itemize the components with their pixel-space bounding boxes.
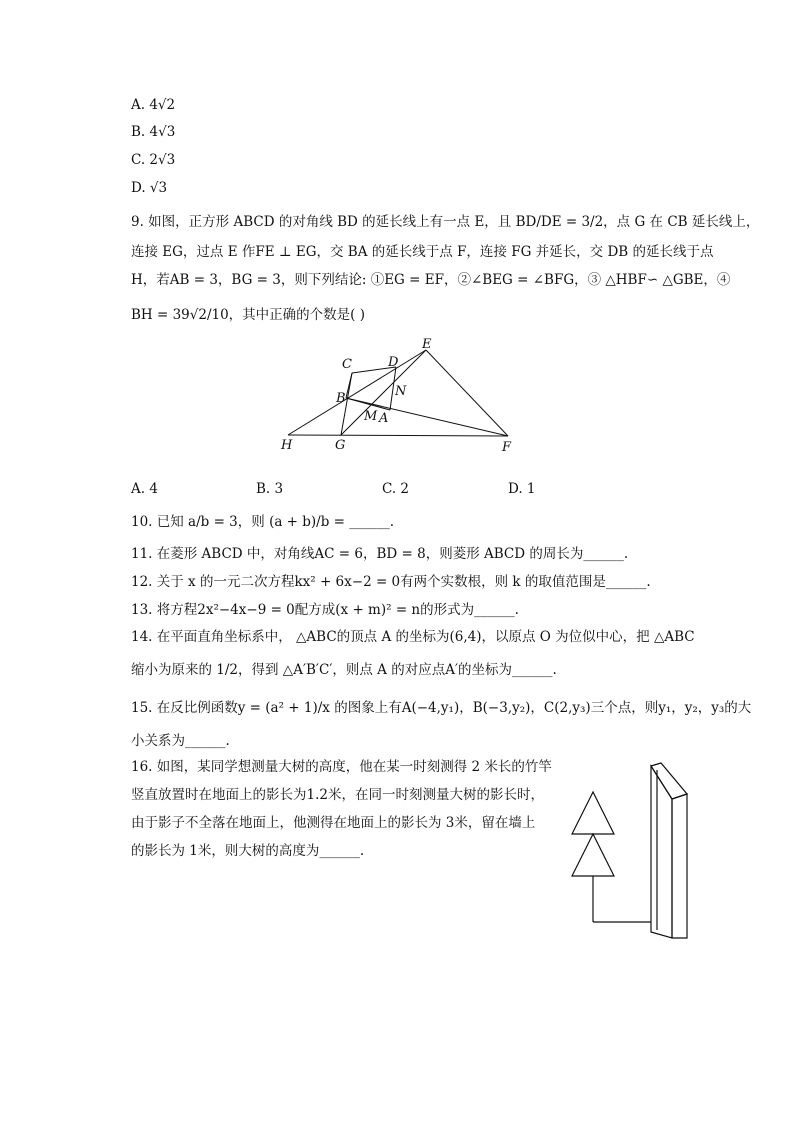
label-B: B [336, 391, 346, 406]
q9-line-2: 连接 EG，过点 E 作FE ⊥ EG，交 BA 的延长线于点 F，连接 FG 并延长，交 DB 的延长线于点 [131, 244, 714, 260]
label-F: F [502, 440, 512, 455]
q14-line-1: 14. 在平面直角坐标系中， △ABC的顶点 A 的坐标为(6,4)，以原点 O 为位似中心，把 △ABC [131, 629, 695, 645]
segment-HF [288, 435, 508, 436]
segment-EF [426, 350, 508, 436]
q12-text: 12. 关于 x 的一元二次方程kx² + 6x−2 = 0有两个实数根，则 k 的取值范围是______. [131, 574, 651, 590]
q8-option-a: A. 4√2 [131, 97, 176, 113]
label-N: N [395, 384, 407, 399]
q11-text: 11. 在菱形 ABCD 中，对角线AC = 6，BD = 8，则菱形 ABCD 的周长为______. [131, 546, 629, 562]
q9-line-1: 9. 如图，正方形 ABCD 的对角线 BD 的延长线上有一点 E，且 BD/DE = 3/2，点 G 在 CB 延长线上， [131, 214, 760, 230]
wall-front [651, 766, 672, 938]
q8-option-b: B. 4√3 [131, 124, 176, 140]
q15-line-2: 小关系为______. [131, 733, 230, 749]
label-G: G [335, 438, 346, 453]
q8-option-d: D. √3 [131, 180, 168, 196]
q13-text: 13. 将方程2x²−4x−9 = 0配方成(x + m)² = n的形式为______. [131, 602, 519, 618]
q16-line-2: 竖直放置时在地面上的影长为1.2米，在同一时刻测量大树的影长时， [131, 787, 544, 803]
q16-line-4: 的影长为 1米，则大树的高度为______. [131, 843, 365, 859]
q9-option-b: B. 3 [256, 481, 284, 497]
tree-bottom-triangle [572, 834, 614, 876]
q9-line-3: H，若AB = 3，BG = 3，则下列结论: ①EG = EF，②∠BEG = ∠BFG，③ △HBF∽ △GBE，④ [131, 272, 731, 288]
q15-line-1: 15. 在反比例函数y = (a² + 1)/x 的图象上有A(−4,y₁)，B(−3,y₂)，C(2,y₃)三个点，则y₁，y₂，y₃的大 [131, 700, 752, 716]
q9-option-c: C. 2 [382, 481, 410, 497]
tree-top-triangle [572, 792, 614, 834]
label-H: H [281, 438, 293, 453]
q9-line-4: BH = 39√2/10，其中正确的个数是( ) [131, 307, 366, 323]
q16-line-3: 由于影子不全落在地面上，他测得在地面上的影长为 3米，留在墙上 [131, 815, 536, 831]
label-A: A [379, 411, 389, 426]
q10-text: 10. 已知 a/b = 3，则 (a + b)/b = ______. [131, 514, 395, 530]
label-D: D [388, 355, 399, 370]
q9-option-d: D. 1 [508, 481, 536, 497]
label-M: M [364, 409, 378, 424]
wall-side [672, 794, 687, 938]
q9-option-a: A. 4 [131, 481, 158, 497]
label-E: E [422, 337, 432, 352]
q8-option-c: C. 2√3 [131, 152, 176, 168]
q16-tree-wall-figure [565, 762, 695, 942]
q9-geometry-figure [278, 335, 518, 455]
label-C: C [342, 357, 352, 372]
q16-line-1: 16. 如图，某同学想测量大树的高度，他在某一时刻测得 2 米长的竹竿 [131, 759, 552, 775]
q14-line-2: 缩小为原来的 1/2，得到 △A′B′C′，则点 A 的对应点A′的坐标为______. [131, 662, 557, 678]
